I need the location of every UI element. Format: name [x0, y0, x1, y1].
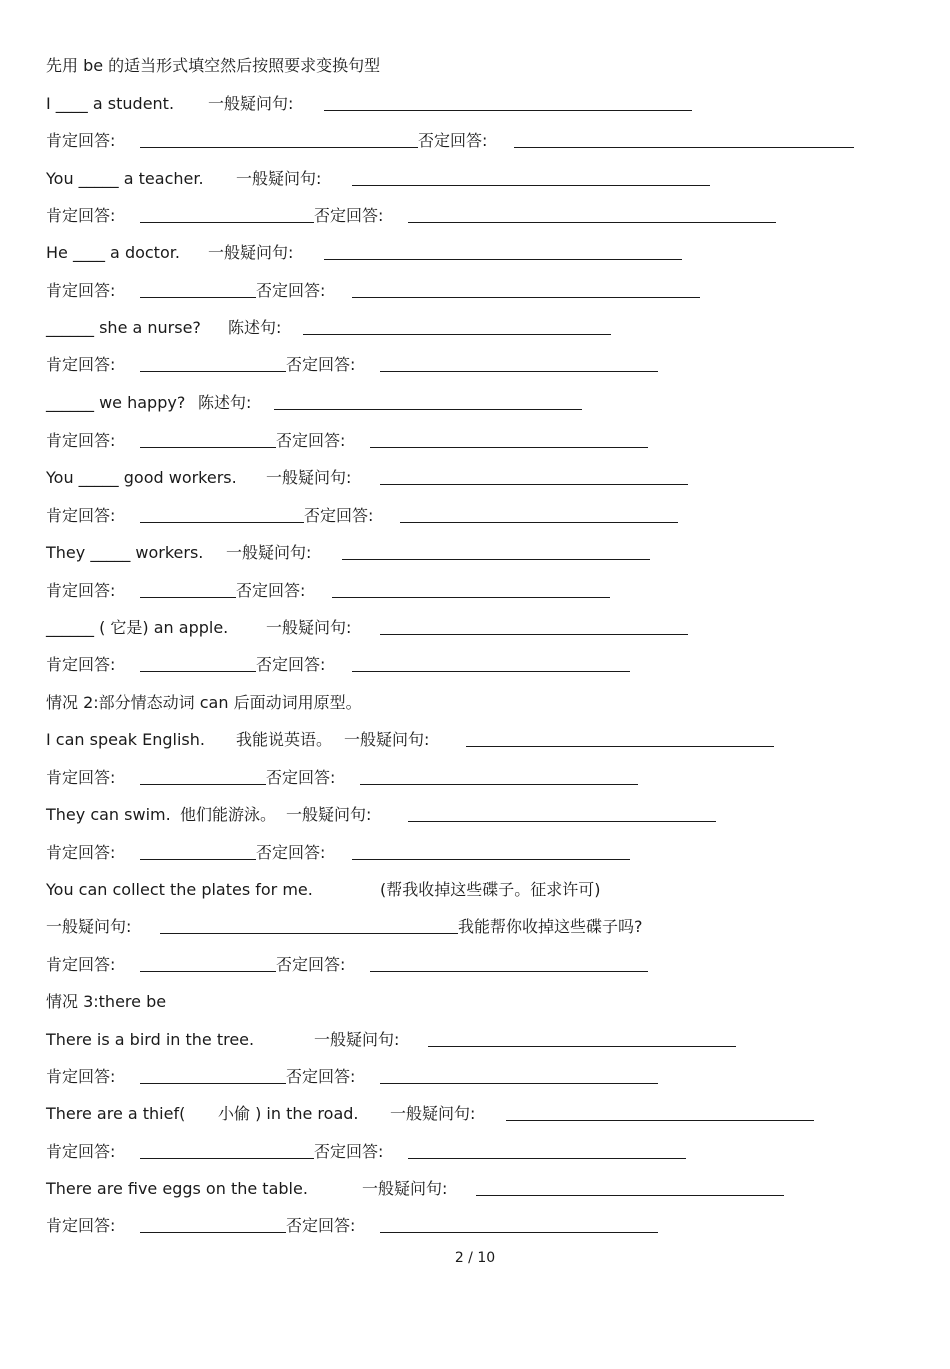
answer-blank[interactable] [274, 409, 582, 410]
question-label: 一般疑问句: [236, 169, 322, 188]
answer-row-13 [46, 1139, 384, 1165]
exercise-row-9 [46, 727, 430, 753]
answer-blank[interactable] [466, 746, 774, 747]
statement-label: 陈述句: [228, 318, 282, 337]
sentence-1: I ____ a student. [46, 94, 175, 113]
question-label: 一般疑问句: [208, 94, 294, 113]
sentence-2: You _____ a teacher. [46, 169, 204, 188]
negative-label: 否定回答: [304, 506, 374, 525]
negative-label: 否定回答: [286, 355, 356, 374]
positive-label: 肯定回答: [46, 1142, 116, 1161]
page-number: 2 / 10 [454, 1250, 496, 1266]
answer-blank[interactable] [140, 1083, 286, 1084]
answer-blank[interactable] [342, 559, 650, 560]
statement-label: 陈述句: [198, 393, 252, 412]
answer-row-5 [46, 428, 346, 454]
question-label: 一般疑问句: [362, 1179, 448, 1198]
answer-blank[interactable] [380, 634, 688, 635]
answer-blank[interactable] [140, 784, 266, 785]
exercise-row-11 [46, 877, 601, 903]
answer-row-9 [46, 765, 336, 791]
answer-row-8 [46, 652, 326, 678]
answer-row-3 [46, 278, 326, 304]
answer-blank[interactable] [370, 447, 648, 448]
exercise-row-2 [46, 166, 322, 192]
question-label: 一般疑问句: [208, 243, 294, 262]
positive-label: 肯定回答: [46, 281, 116, 300]
answer-blank[interactable] [140, 371, 286, 372]
positive-label: 肯定回答: [46, 768, 116, 787]
answer-blank[interactable] [140, 147, 418, 148]
negative-label: 否定回答: [256, 281, 326, 300]
sentence-11: You can collect the plates for me. [46, 880, 313, 899]
negative-label: 否定回答: [418, 131, 488, 150]
answer-blank[interactable] [408, 222, 776, 223]
exercise-row-6 [46, 465, 352, 491]
answer-blank[interactable] [160, 933, 458, 934]
exercise-row-5 [46, 390, 252, 416]
answer-row-1 [46, 128, 488, 154]
exercise-row-10 [46, 802, 372, 828]
answer-blank[interactable] [140, 222, 314, 223]
answer-blank[interactable] [370, 971, 648, 972]
answer-blank[interactable] [400, 522, 678, 523]
exercise-row-12 [46, 1027, 400, 1053]
answer-blank[interactable] [408, 1158, 686, 1159]
exercise-row-3 [46, 240, 294, 266]
positive-label: 肯定回答: [46, 206, 116, 225]
exercise-row-14 [46, 1176, 448, 1202]
answer-row-14 [46, 1213, 356, 1239]
answer-blank[interactable] [332, 597, 610, 598]
answer-blank[interactable] [140, 522, 304, 523]
answer-blank[interactable] [380, 371, 658, 372]
answer-blank[interactable] [140, 671, 256, 672]
sentence-12: There is a bird in the tree. [46, 1030, 255, 1049]
answer-blank[interactable] [408, 821, 716, 822]
sentence-7: They _____ workers. [46, 543, 204, 562]
sentence-9: I can speak English. [46, 730, 205, 749]
sentence-11-note: (帮我收掉这些碟子。征求许可) [380, 880, 601, 899]
negative-label: 否定回答: [236, 581, 306, 600]
answer-blank[interactable] [140, 859, 256, 860]
question-label: 一般疑问句: [226, 543, 312, 562]
answer-blank[interactable] [140, 971, 276, 972]
negative-label: 否定回答: [286, 1216, 356, 1235]
exercise-row-4 [46, 315, 282, 341]
answer-blank[interactable] [324, 110, 692, 111]
answer-blank[interactable] [514, 147, 854, 148]
exercise-row-8 [46, 615, 352, 641]
section-2-heading [46, 690, 362, 716]
answer-blank[interactable] [360, 784, 638, 785]
sentence-4: ______ she a nurse? [46, 318, 201, 337]
answer-blank[interactable] [140, 597, 236, 598]
sentence-3: He ____ a doctor. [46, 243, 180, 262]
answer-blank[interactable] [352, 859, 630, 860]
sentence-10: They can swim. [46, 805, 171, 824]
exercise-row-13 [46, 1101, 476, 1127]
negative-label: 否定回答: [256, 843, 326, 862]
answer-blank[interactable] [352, 671, 630, 672]
sentence-13-part-b: 小偷 ) in the road. [218, 1104, 359, 1123]
exercise-row-1 [46, 91, 294, 117]
answer-blank[interactable] [380, 1083, 658, 1084]
sentence-9-translation: 我能说英语。 [236, 730, 333, 749]
answer-blank[interactable] [140, 1158, 314, 1159]
answer-blank[interactable] [140, 297, 256, 298]
negative-label: 否定回答: [314, 206, 384, 225]
worksheet-title [46, 53, 381, 79]
positive-label: 肯定回答: [46, 655, 116, 674]
positive-label: 肯定回答: [46, 355, 116, 374]
question-label: 一般疑问句: [286, 805, 372, 824]
section-3-text: 情况 3:there be [46, 992, 167, 1011]
sentence-14: There are five eggs on the table. [46, 1179, 308, 1198]
question-label: 一般疑问句: [46, 917, 132, 936]
question-label: 一般疑问句: [344, 730, 430, 749]
positive-label: 肯定回答: [46, 131, 116, 150]
question-row-11 [46, 914, 643, 940]
positive-label: 肯定回答: [46, 1216, 116, 1235]
negative-label: 否定回答: [286, 1067, 356, 1086]
sentence-6: You _____ good workers. [46, 468, 237, 487]
answer-blank[interactable] [380, 484, 688, 485]
positive-label: 肯定回答: [46, 431, 116, 450]
answer-blank[interactable] [428, 1046, 736, 1047]
positive-label: 肯定回答: [46, 843, 116, 862]
section-3-heading [46, 989, 167, 1015]
answer-row-2 [46, 203, 384, 229]
exercise-row-7 [46, 540, 312, 566]
negative-label: 否定回答: [266, 768, 336, 787]
answer-row-10 [46, 840, 326, 866]
answer-row-11 [46, 952, 346, 978]
question-label: 一般疑问句: [266, 468, 352, 487]
negative-label: 否定回答: [256, 655, 326, 674]
answer-blank[interactable] [303, 334, 611, 335]
positive-label: 肯定回答: [46, 506, 116, 525]
sentence-10-translation: 他们能游泳。 [180, 805, 277, 824]
positive-label: 肯定回答: [46, 955, 116, 974]
answer-blank[interactable] [140, 1232, 286, 1233]
positive-label: 肯定回答: [46, 581, 116, 600]
answer-row-7 [46, 578, 306, 604]
sentence-13-part-a: There are a thief( [46, 1104, 186, 1123]
positive-label: 肯定回答: [46, 1067, 116, 1086]
sentence-11-translation: 我能帮你收掉这些碟子吗? [458, 917, 643, 936]
sentence-5: ______ we happy? [46, 393, 186, 412]
answer-blank[interactable] [352, 185, 710, 186]
answer-blank[interactable] [140, 447, 276, 448]
negative-label: 否定回答: [276, 955, 346, 974]
question-label: 一般疑问句: [266, 618, 352, 637]
question-label: 一般疑问句: [314, 1030, 400, 1049]
negative-label: 否定回答: [314, 1142, 384, 1161]
negative-label: 否定回答: [276, 431, 346, 450]
answer-row-4 [46, 352, 356, 378]
answer-blank[interactable] [506, 1120, 814, 1121]
question-label: 一般疑问句: [390, 1104, 476, 1123]
answer-row-6 [46, 503, 374, 529]
section-2-text: 情况 2:部分情态动词 can 后面动词用原型。 [46, 693, 362, 712]
answer-blank[interactable] [324, 259, 682, 260]
sentence-8: ______ ( 它是) an apple. [46, 618, 229, 637]
answer-row-12 [46, 1064, 356, 1090]
answer-blank[interactable] [476, 1195, 784, 1196]
answer-blank[interactable] [352, 297, 700, 298]
answer-blank[interactable] [380, 1232, 658, 1233]
title-text: 先用 be 的适当形式填空然后按照要求变换句型 [46, 56, 381, 75]
